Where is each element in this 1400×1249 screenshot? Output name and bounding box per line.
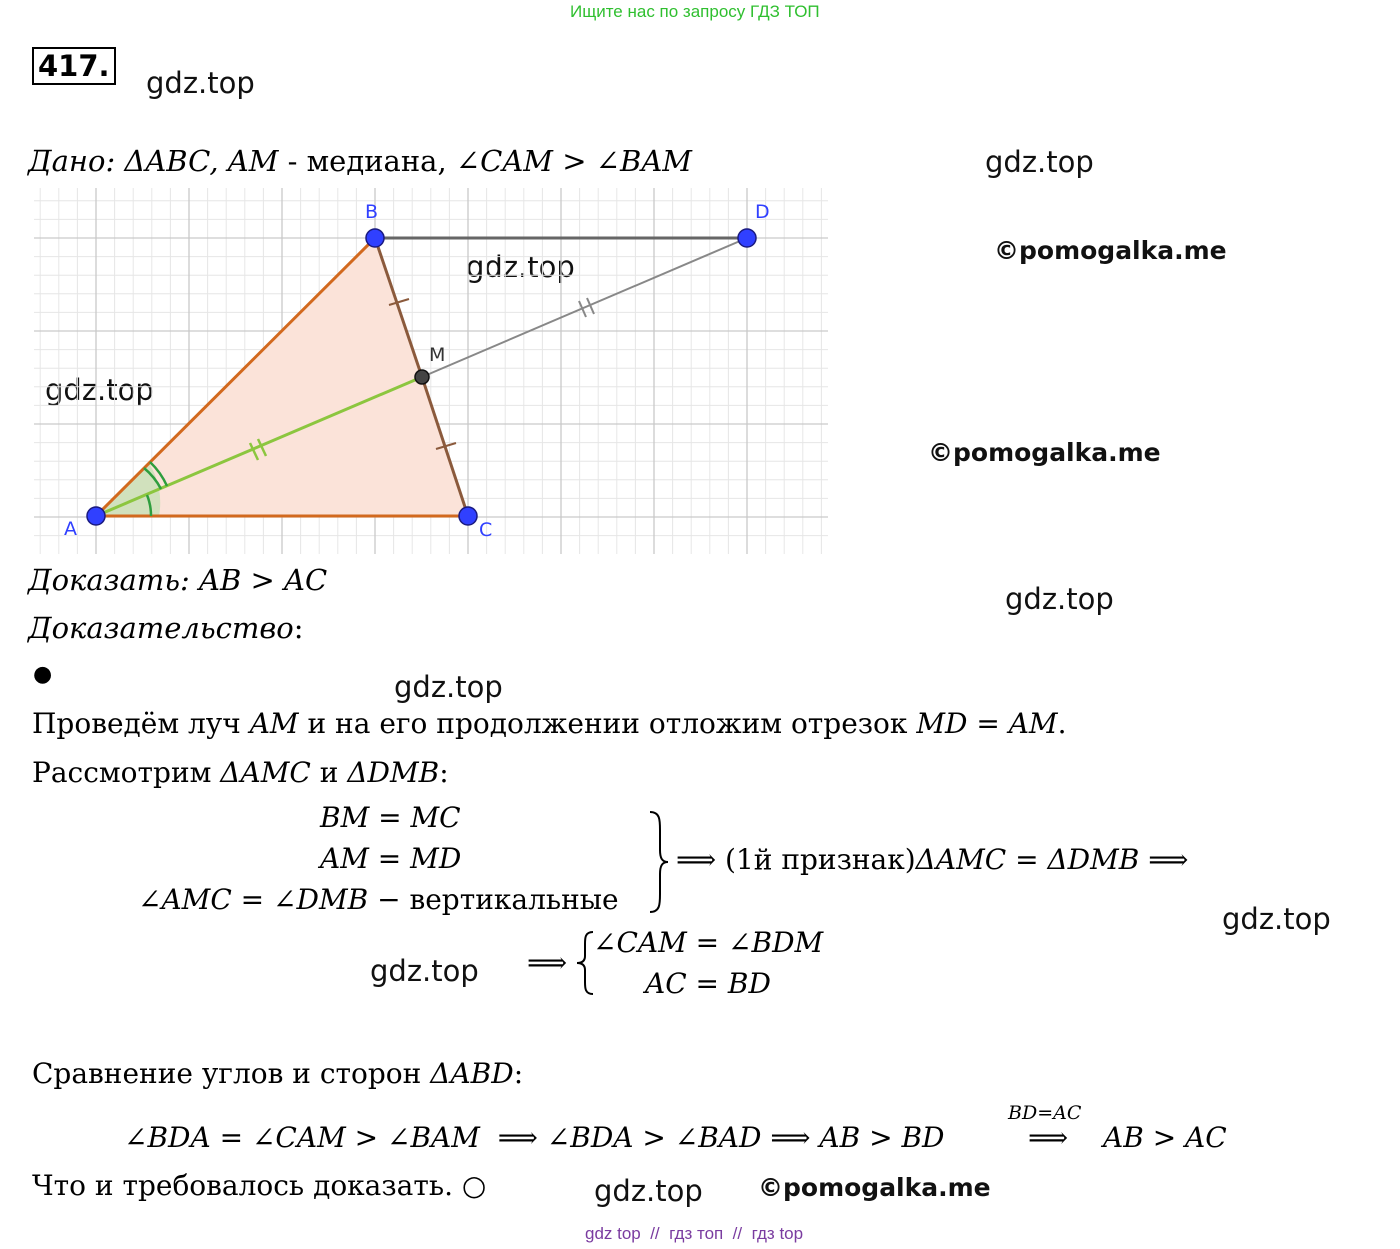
step-1 xyxy=(32,707,1067,740)
label-a: A xyxy=(64,518,77,540)
point-c xyxy=(459,507,477,525)
prove-statement xyxy=(28,563,327,597)
watermark: gdz.top xyxy=(370,954,479,988)
step-1-equation: MD = AM xyxy=(916,707,1058,740)
proof-colon: : xyxy=(293,611,304,645)
step-2-and: и xyxy=(310,756,348,789)
system-2-line-2: AC = BD xyxy=(645,967,771,1000)
watermark: gdz.top xyxy=(394,670,503,704)
right-brace xyxy=(648,810,670,914)
watermark: gdz.top xyxy=(45,373,154,407)
watermark: gdz.top xyxy=(466,250,575,284)
label-b: B xyxy=(365,201,379,223)
point-a xyxy=(87,507,105,525)
watermark: gdz.top xyxy=(985,145,1094,179)
chain-over-label: BD=AC xyxy=(1008,1102,1082,1124)
proof-heading xyxy=(28,611,304,645)
label-m: M xyxy=(429,344,446,366)
step-1-text: Проведём луч xyxy=(32,707,250,740)
given-label: Дано xyxy=(28,144,106,178)
given-angles: ∠CAM > ∠BAM xyxy=(455,144,692,178)
prove-label: Доказать xyxy=(28,563,181,597)
point-d xyxy=(738,229,756,247)
footer-links[interactable]: gdz top // гдз топ // гдз top xyxy=(585,1224,804,1243)
watermark: gdz.top xyxy=(1222,902,1331,936)
proof-label: Доказательство xyxy=(28,611,294,645)
copyright-mark: ©pomogalka.me xyxy=(928,438,1161,467)
chain-part-2: AB > AC xyxy=(1103,1121,1227,1154)
qed-statement: Что и требовалось доказать. ○ xyxy=(32,1169,487,1202)
given-triangle: : ΔABC, AM xyxy=(105,144,279,178)
system-1-vertical: вертикальные xyxy=(409,883,619,916)
given-median: - медиана, xyxy=(278,144,456,178)
point-b xyxy=(366,229,384,247)
step-2-triangle-1: ΔAMC xyxy=(220,756,311,789)
step-1-period: . xyxy=(1057,707,1067,740)
point-m xyxy=(415,370,429,384)
header-link[interactable]: Ищите нас по запросу ГДЗ ТОП xyxy=(570,2,820,21)
compare-colon: : xyxy=(513,1057,524,1090)
left-brace xyxy=(575,930,595,996)
task-number: 417. xyxy=(32,47,116,85)
system-2-arrow: ⟹ xyxy=(527,946,568,979)
step-2-text: Рассмотрим xyxy=(32,756,221,789)
copyright-mark: ©pomogalka.me xyxy=(994,236,1227,265)
watermark: gdz.top xyxy=(1005,582,1114,616)
prove-text: : AB > AC xyxy=(180,563,328,597)
system-2-line-1: ∠CAM = ∠BDM xyxy=(593,926,824,959)
given-statement xyxy=(28,144,692,178)
system-1-line-2: AM = MD xyxy=(320,842,462,875)
step-2 xyxy=(32,756,449,789)
system-1-angles: ∠AMC = ∠DMB − xyxy=(138,883,410,916)
segment-md xyxy=(422,238,747,377)
step-2-triangle-2: ΔDMB xyxy=(347,756,440,789)
system-1-result xyxy=(676,843,1188,876)
copyright-mark: ©pomogalka.me xyxy=(758,1173,991,1202)
system-1-congruence: ΔAMC = ΔDMB ⟹ xyxy=(915,843,1189,876)
system-1-line-1: BM = MC xyxy=(320,801,461,834)
watermark: gdz.top xyxy=(594,1174,703,1208)
label-c: C xyxy=(479,519,493,541)
watermark: gdz.top xyxy=(146,66,255,100)
system-1-line-3 xyxy=(138,883,619,916)
compare-triangle: ΔABD xyxy=(430,1057,514,1090)
chain-arrow: ⟹ xyxy=(1028,1121,1069,1154)
compare-text: Сравнение углов и сторон xyxy=(32,1057,431,1090)
compare-heading xyxy=(32,1057,523,1090)
chain-part-1: ∠BDA = ∠CAM > ∠BAM ⟹ ∠BDA > ∠BAD ⟹ AB > BD xyxy=(124,1121,945,1154)
bullet: ● xyxy=(33,662,53,687)
system-1-criterion: ⟹ (1й признак) xyxy=(676,843,916,876)
geometry-figure xyxy=(34,188,828,554)
step-1-ray: AM xyxy=(249,707,299,740)
step-1-text-2: и на его продолжении отложим отрезок xyxy=(298,707,917,740)
label-d: D xyxy=(755,201,770,223)
step-2-colon: : xyxy=(439,756,449,789)
